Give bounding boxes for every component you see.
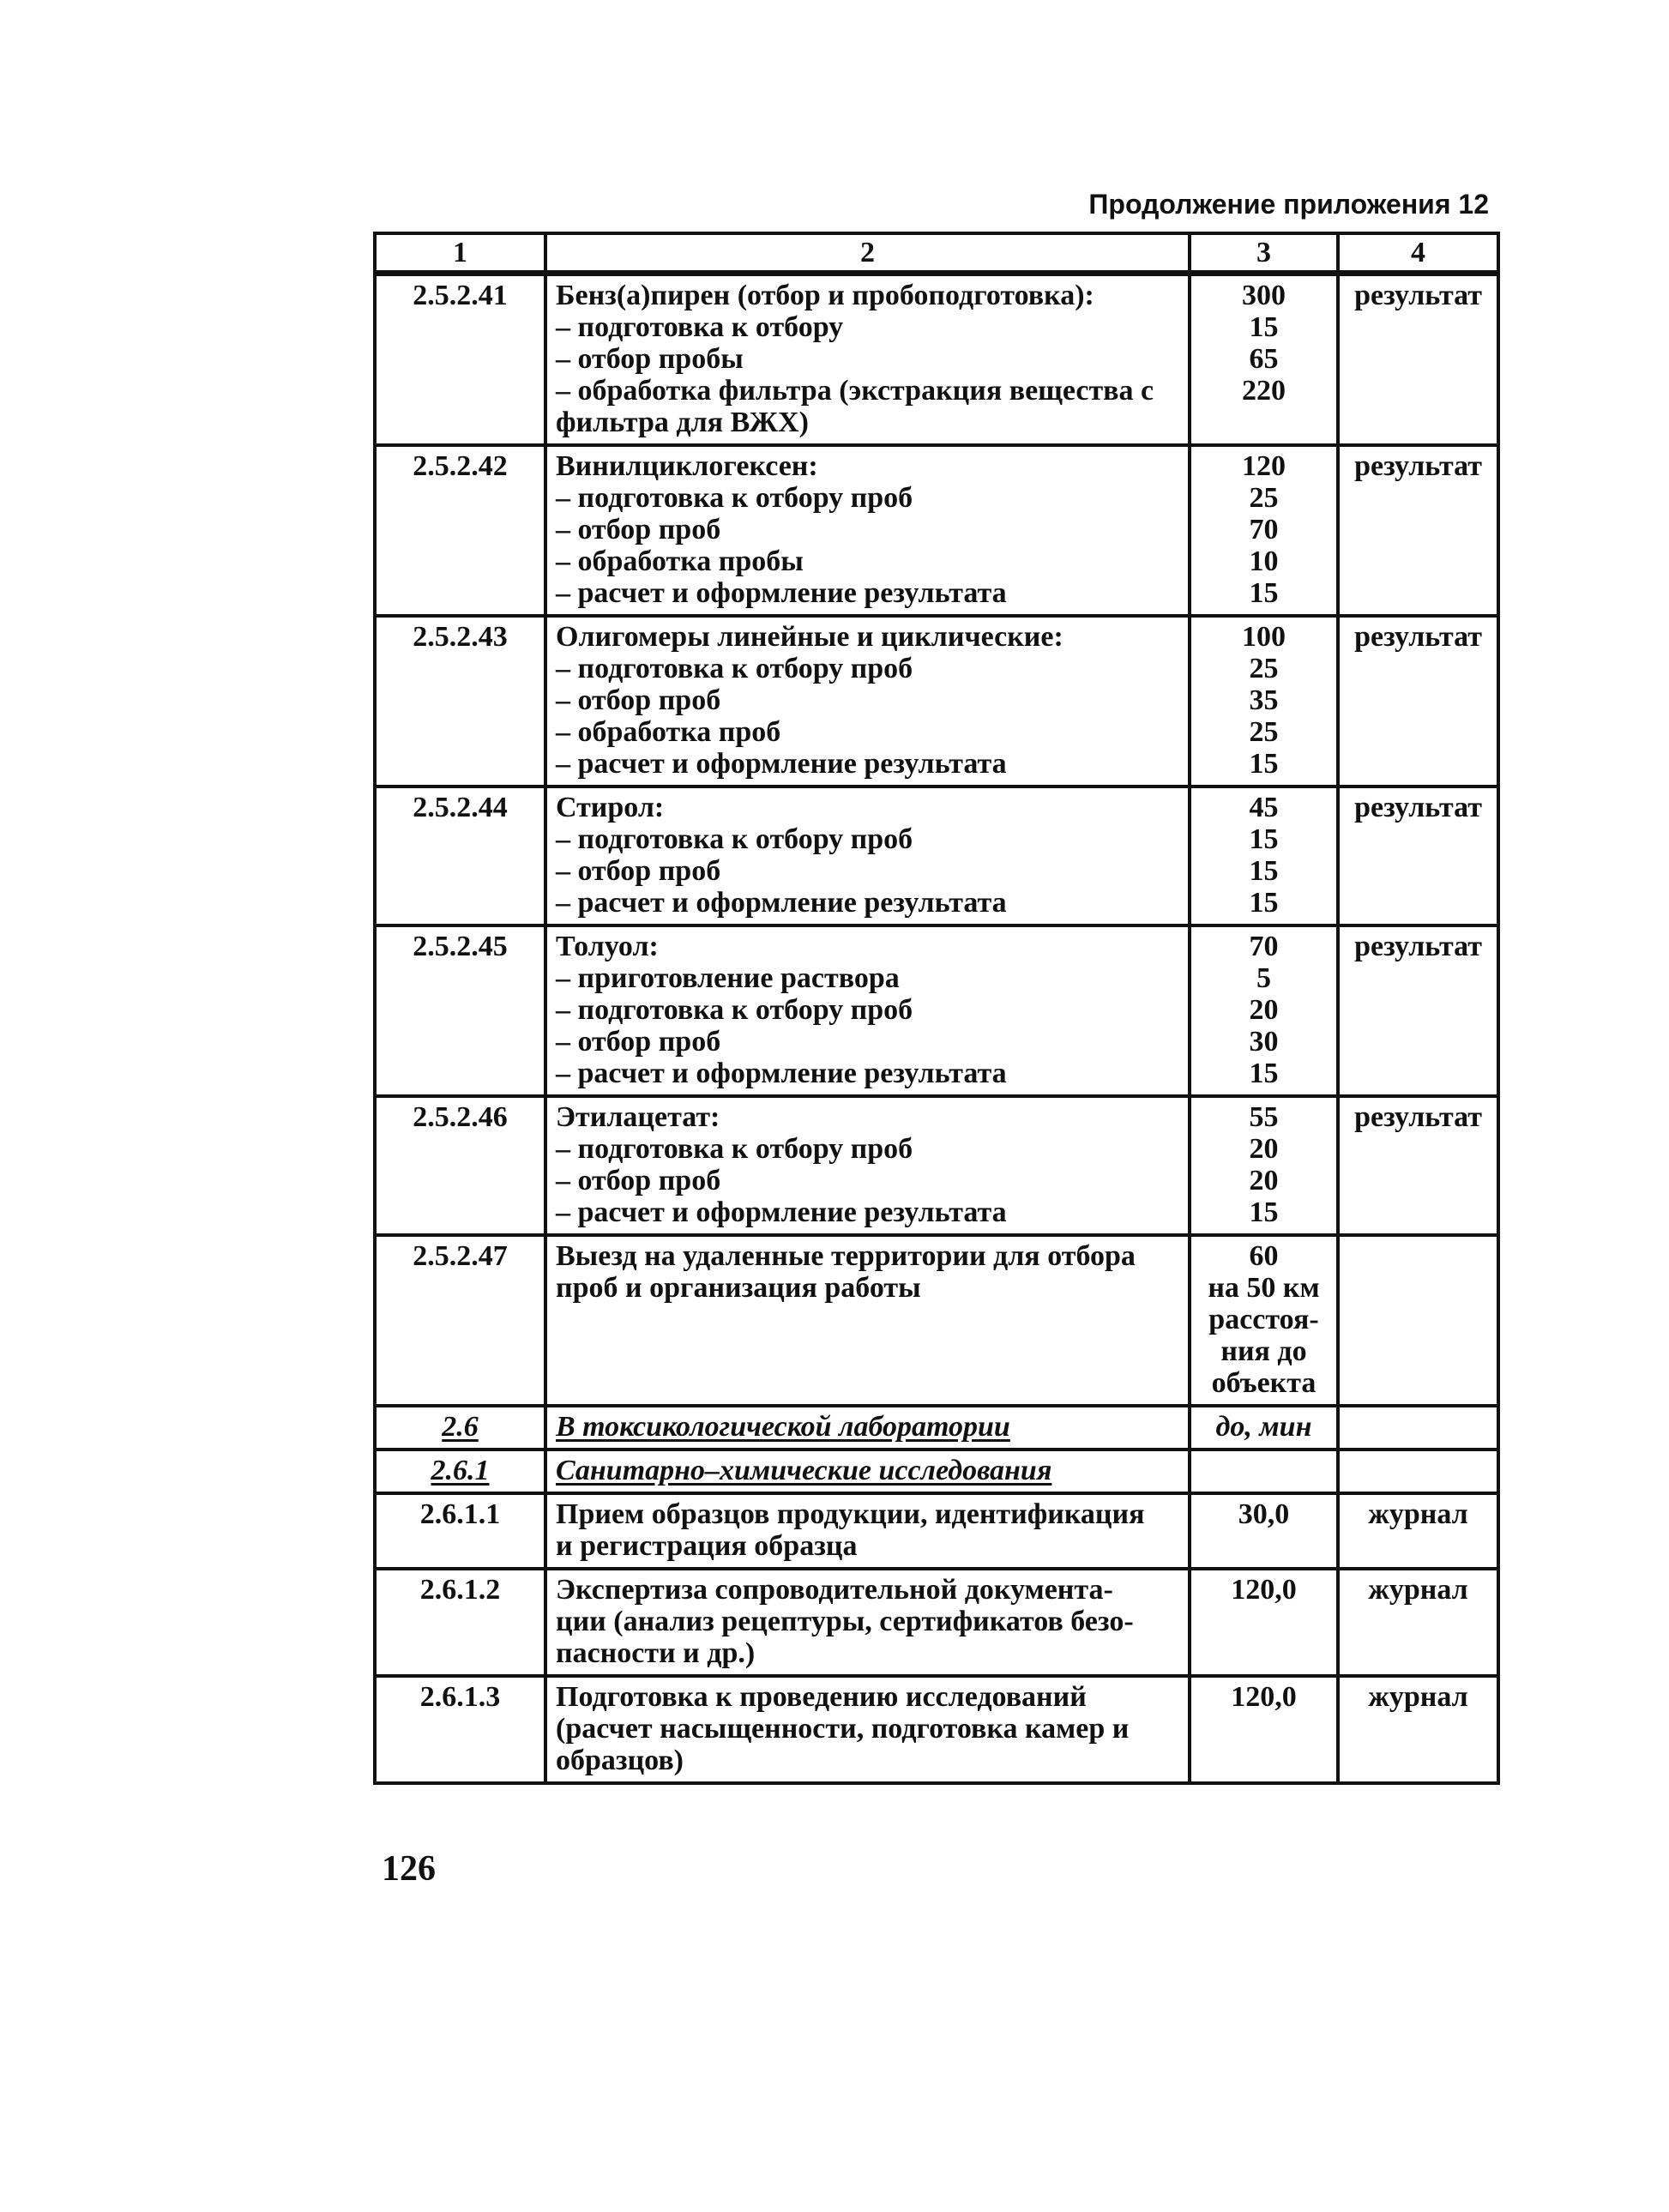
description-line: Стирол:	[556, 792, 665, 823]
description-line: фильтра для ВЖХ)	[556, 407, 809, 438]
description-line: Толуол:	[556, 931, 659, 962]
row-description	[545, 1493, 1190, 1569]
row-result-form: результат	[1338, 925, 1498, 1096]
description-line: – расчет и оформление результата	[556, 887, 1007, 919]
row-code: 2.5.2.43	[375, 616, 545, 787]
time-value: 120,0	[1231, 1574, 1297, 1606]
description-line: – отбор проб	[556, 1165, 721, 1196]
time-value: 70	[1249, 514, 1279, 545]
row-time-values	[1190, 1493, 1338, 1569]
description-line: – подготовка к отбору проб	[556, 1133, 913, 1165]
table-caption: Продолжение приложения 12	[1088, 189, 1489, 220]
row-result-form: результат	[1338, 445, 1498, 616]
time-value: 15	[1249, 1196, 1279, 1228]
row-time-values	[1190, 1096, 1338, 1235]
row-result-form: журнал	[1338, 1676, 1498, 1783]
row-code: 2.6.1.2	[375, 1569, 545, 1676]
description-line: – расчет и оформление результата	[556, 1058, 1007, 1089]
description-line: пасности и др.)	[556, 1637, 756, 1669]
row-time-values	[1190, 1569, 1338, 1676]
row-description	[545, 1676, 1190, 1783]
row-description	[545, 1096, 1190, 1235]
description-line: Этилацетат:	[556, 1101, 720, 1133]
row-description	[545, 445, 1190, 616]
row-result-form: результат	[1338, 787, 1498, 925]
time-value: 220	[1242, 375, 1286, 407]
row-description	[545, 925, 1190, 1096]
description-line: Санитарно–химические исследования	[556, 1455, 1052, 1486]
page-number: 126	[382, 1849, 436, 1889]
time-value: на 50 км	[1208, 1272, 1320, 1304]
description-line: В токсикологической лаборатории	[556, 1411, 1010, 1443]
row-time-values	[1190, 445, 1338, 616]
time-value: до, мин	[1215, 1411, 1312, 1443]
description-line: – подготовка к отбору проб	[556, 482, 913, 514]
row-description	[545, 1406, 1190, 1450]
time-value: 20	[1249, 994, 1279, 1026]
time-value: 10	[1249, 545, 1279, 577]
row-time-values	[1190, 1235, 1338, 1406]
time-value: 35	[1249, 684, 1279, 716]
norms-table	[373, 232, 1500, 1785]
row-code: 2.5.2.44	[375, 787, 545, 925]
time-value: 30	[1249, 1026, 1279, 1058]
time-value: 70	[1249, 931, 1279, 962]
column-header-4: 4	[1338, 233, 1498, 274]
time-value: 30,0	[1238, 1498, 1290, 1530]
row-description	[545, 616, 1190, 787]
column-header-3: 3	[1190, 233, 1338, 274]
description-line: и регистрация образца	[556, 1530, 858, 1562]
row-code: 2.6.1.3	[375, 1676, 545, 1783]
row-description	[545, 1235, 1190, 1406]
row-code: 2.5.2.47	[375, 1235, 545, 1406]
row-code: 2.5.2.42	[375, 445, 545, 616]
time-value: 100	[1242, 621, 1286, 653]
time-value: 20	[1249, 1133, 1279, 1165]
time-value: 25	[1249, 653, 1279, 684]
row-code: 2.6	[375, 1406, 545, 1450]
row-code: 2.6.1	[375, 1450, 545, 1493]
table-row	[375, 1406, 1498, 1450]
time-value: 15	[1249, 1058, 1279, 1089]
table-row	[375, 616, 1498, 787]
row-time-values	[1190, 274, 1338, 446]
row-description	[545, 1450, 1190, 1493]
row-result-form: результат	[1338, 274, 1498, 446]
description-line: Экспертиза сопроводительной документа-	[556, 1574, 1113, 1606]
row-time-values	[1190, 1676, 1338, 1783]
description-line: – отбор проб	[556, 855, 721, 887]
row-code: 2.5.2.46	[375, 1096, 545, 1235]
row-description	[545, 1569, 1190, 1676]
time-value: 25	[1249, 716, 1279, 748]
row-result-form: журнал	[1338, 1569, 1498, 1676]
time-value: 15	[1249, 577, 1279, 609]
description-line: Выезд на удаленные территории для отбора	[556, 1240, 1136, 1272]
time-value: 55	[1249, 1101, 1279, 1133]
column-header-1: 1	[375, 233, 545, 274]
time-value: 5	[1256, 962, 1271, 994]
table-row	[375, 1493, 1498, 1569]
time-value: 15	[1249, 823, 1279, 855]
time-value: 45	[1249, 792, 1279, 823]
description-line: ции (анализ рецептуры, сертификатов безо-	[556, 1606, 1134, 1637]
time-value: 60	[1249, 1240, 1279, 1272]
row-time-values	[1190, 925, 1338, 1096]
time-value: 15	[1249, 311, 1279, 343]
description-line: Подготовка к проведению исследований	[556, 1681, 1087, 1713]
table-row	[375, 925, 1498, 1096]
row-result-form	[1338, 1450, 1498, 1493]
time-value: 25	[1249, 482, 1279, 514]
row-time-values	[1190, 1450, 1338, 1493]
description-line: – обработка пробы	[556, 545, 804, 577]
description-line: – обработка фильтра (экстракция вещества с	[556, 375, 1154, 407]
description-line: – расчет и оформление результата	[556, 1196, 1007, 1228]
description-line: Олигомеры линейные и циклические:	[556, 621, 1063, 653]
row-time-values	[1190, 787, 1338, 925]
row-code: 2.5.2.41	[375, 274, 545, 446]
row-result-form	[1338, 1406, 1498, 1450]
table-row	[375, 445, 1498, 616]
description-line: проб и организация работы	[556, 1272, 921, 1304]
description-line: – обработка проб	[556, 716, 781, 748]
column-header-2: 2	[545, 233, 1190, 274]
row-result-form: журнал	[1338, 1493, 1498, 1569]
time-value: объекта	[1211, 1367, 1317, 1399]
description-line: Прием образцов продукции, идентификация	[556, 1498, 1145, 1530]
description-line: – подготовка к отбору проб	[556, 823, 913, 855]
description-line: – отбор проб	[556, 684, 721, 716]
description-line: Бенз(а)пирен (отбор и пробоподготовка):	[556, 280, 1094, 311]
time-value: 65	[1249, 343, 1279, 375]
description-line: – расчет и оформление результата	[556, 748, 1007, 780]
row-time-values	[1190, 616, 1338, 787]
description-line: (расчет насыщенности, подготовка камер и	[556, 1713, 1130, 1745]
row-result-form	[1338, 1235, 1498, 1406]
row-description	[545, 787, 1190, 925]
table-row	[375, 274, 1498, 446]
row-result-form: результат	[1338, 616, 1498, 787]
time-value: 120,0	[1231, 1681, 1297, 1713]
header-row	[375, 233, 1498, 274]
table-row	[375, 1569, 1498, 1676]
time-value: расстоя-	[1208, 1304, 1319, 1335]
row-description	[545, 274, 1190, 446]
time-value: 20	[1249, 1165, 1279, 1196]
description-line: Винилциклогексен:	[556, 450, 818, 482]
row-code: 2.5.2.45	[375, 925, 545, 1096]
description-line: – отбор пробы	[556, 343, 744, 375]
row-result-form: результат	[1338, 1096, 1498, 1235]
description-line: – отбор проб	[556, 514, 721, 545]
time-value: 15	[1249, 748, 1279, 780]
time-value: ния до	[1220, 1335, 1307, 1367]
table-row	[375, 1235, 1498, 1406]
description-line: – приготовление раствора	[556, 962, 900, 994]
description-line: – подготовка к отбору проб	[556, 994, 913, 1026]
table-row	[375, 1450, 1498, 1493]
time-value: 300	[1242, 280, 1286, 311]
description-line: образцов)	[556, 1745, 684, 1776]
table-row	[375, 1676, 1498, 1783]
row-code: 2.6.1.1	[375, 1493, 545, 1569]
time-value: 120	[1242, 450, 1286, 482]
time-value: 15	[1249, 887, 1279, 919]
description-line: – расчет и оформление результата	[556, 577, 1007, 609]
time-value: 15	[1249, 855, 1279, 887]
table-row	[375, 1096, 1498, 1235]
description-line: – отбор проб	[556, 1026, 721, 1058]
table-row	[375, 787, 1498, 925]
description-line: – подготовка к отбору проб	[556, 653, 913, 684]
row-time-values	[1190, 1406, 1338, 1450]
description-line: – подготовка к отбору	[556, 311, 844, 343]
